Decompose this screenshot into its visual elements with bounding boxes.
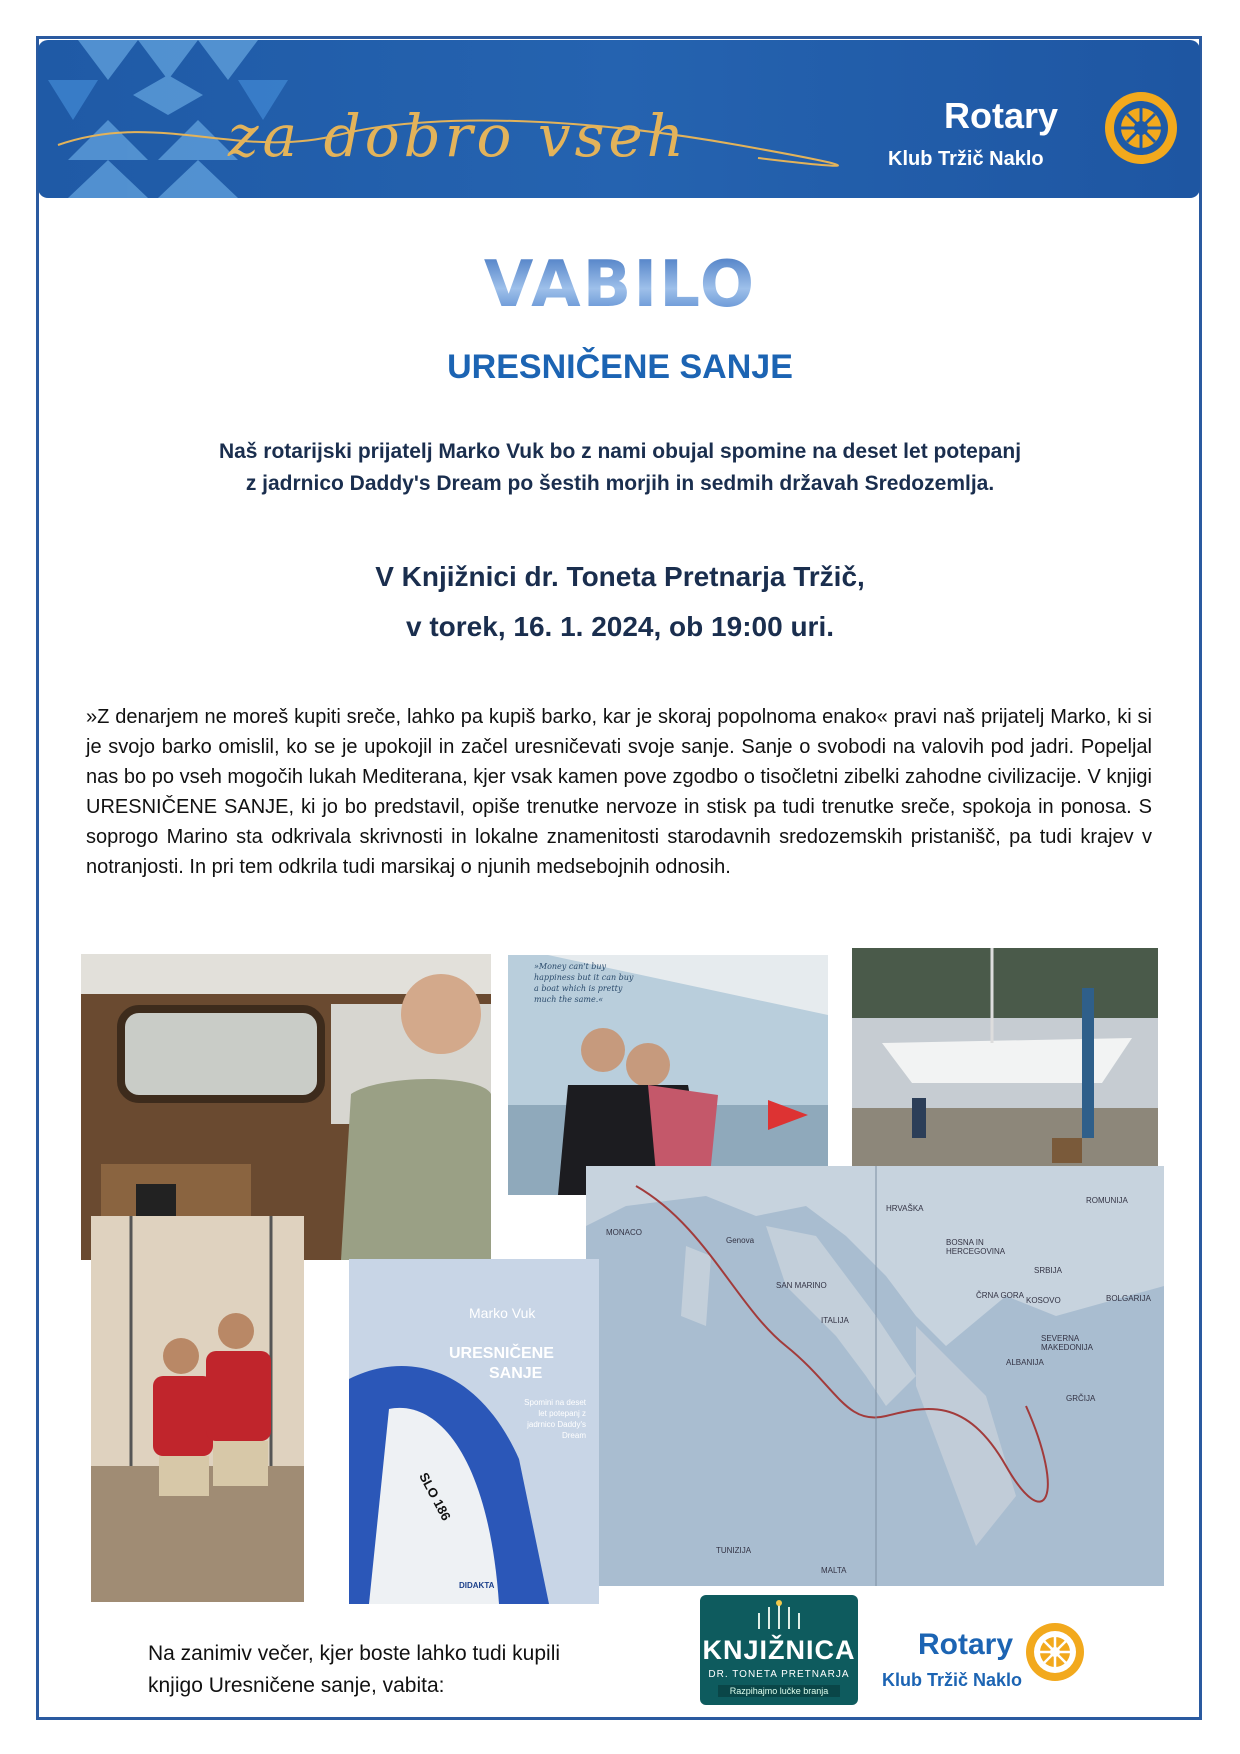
map-route-mediterranean (586, 1166, 1164, 1586)
library-subname: DR. TONETA PRETNARJA (708, 1669, 850, 1680)
library-logo (700, 1595, 858, 1705)
book-title-1: URESNIČENE (449, 1345, 554, 1362)
book-lamp-icon (749, 1599, 809, 1633)
page-title: VABILO (483, 248, 757, 322)
rotary-footer-club: Klub Tržič Naklo (882, 1670, 1023, 1690)
body-paragraph: »Z denarjem ne moreš kupiti sreče, lahko pa kupiš barko, kar je skoraj popolnoma enako« pravi naš prijatelj Marko, ki si je svojo barko omislil, ko se je upokojil in začel uresničevati svoje sanje. Sanje o svobodi na valovih pod jadri. Popeljal nas bo po vseh mogočih lukah Mediterana, kjer vsak kamen pove zgodbo o tisočletni zibelki zahodne civilizacije. V knjigi URESNIČENE SANJE, ki jo bo predstavil, opiše trenutke nervoze in stisk pa tudi trenutke sreče, spokoja in ponosa. S soprogo Marino sta odkrivala skrivnosti in lokalne znamenitosti starodavnih sredozemskih pristanišč, pa tudi krajev v notranjosti. In pri tem odkrila tudi marsikaj o njunih medsebojnih odnosih. (86, 706, 1152, 878)
rotary-title: Rotary (944, 95, 1059, 136)
map-label-san-marino: SAN MARINO (776, 1281, 827, 1290)
photo-couple-red-shirts (91, 1216, 304, 1602)
rotary-club-name: Klub Tržič Naklo (888, 148, 1044, 170)
photo-helmsman (81, 954, 491, 1260)
rotary-footer-title: Rotary (918, 1628, 1014, 1661)
map-label-bolgarija: BOLGARIJA (1106, 1294, 1151, 1303)
intro-text (0, 436, 1240, 500)
event-subtitle: URESNIČENE SANJE (447, 348, 793, 386)
book-cover (349, 1259, 599, 1604)
map-label-tunizija: TUNIZIJA (716, 1546, 752, 1555)
book-title-2: SANJE (489, 1365, 543, 1382)
intro-line-2: z jadrnico Daddy's Dream po šestih morjih in sedmih državah Sredozemlja. (245, 472, 995, 495)
map-label-srbija: SRBIJA (1034, 1266, 1063, 1275)
map-label-italija: ITALIJA (821, 1316, 849, 1325)
event-place-time (0, 552, 1240, 652)
footer-line-2: knjigo Uresničene sanje, vabita: (148, 1674, 445, 1697)
map-label-kosovo: KOSOVO (1026, 1296, 1061, 1305)
map-label-genova: Genova (726, 1236, 755, 1245)
photo-couple-deck (508, 955, 828, 1195)
map-label-bih: BOSNA IN HERCEGOVINA (946, 1238, 1006, 1256)
photo-boat-dry-dock (852, 948, 1158, 1181)
map-label-albanija: ALBANIJA (1006, 1358, 1044, 1367)
event-date-time: v torek, 16. 1. 2024, ob 19:00 uri. (406, 611, 834, 642)
map-label-crna-gora: ČRNA GORA (976, 1291, 1025, 1300)
footer-invitation (148, 1638, 560, 1702)
map-label-hrvaska: HRVAŠKA (886, 1204, 924, 1213)
map-label-monaco: MONACO (606, 1228, 642, 1237)
book-publisher: DIDAKTA (459, 1581, 495, 1590)
rotary-wheel-icon (1101, 88, 1181, 168)
book-subtitle: Spomini na deset let potepanj z jadrnico Daddy's Dream (524, 1398, 586, 1440)
map-label-malta: MALTA (821, 1566, 847, 1575)
script-tagline: za dobro vseh (228, 102, 689, 170)
book-author: Marko Vuk (469, 1305, 536, 1321)
rotary-wheel-footer-icon (1024, 1621, 1086, 1683)
library-slogan: Razpihajmo lučke branja (718, 1685, 840, 1697)
map-label-severna-makedonija: SEVERNA MAKEDONIJA (1041, 1334, 1094, 1352)
library-name: KNJIŽNICA (702, 1635, 856, 1665)
intro-line-1: Naš rotarijski prijatelj Marko Vuk bo z nami obujal spomine na deset let potepanj (218, 440, 1022, 463)
map-label-romunija: ROMUNIJA (1086, 1196, 1128, 1205)
header-banner (38, 40, 1200, 198)
photo-quote: »Money can't buy happiness but it can buy a boat which is pretty much the same.« (534, 962, 634, 1004)
book-sail-number: SLO 186 (416, 1470, 454, 1523)
event-place: V Knjižnici dr. Toneta Pretnarja Tržič, (375, 561, 865, 592)
map-label-grcija: GRČIJA (1066, 1394, 1096, 1403)
footer-line-1: Na zanimiv večer, kjer boste lahko tudi kupili (148, 1642, 561, 1665)
